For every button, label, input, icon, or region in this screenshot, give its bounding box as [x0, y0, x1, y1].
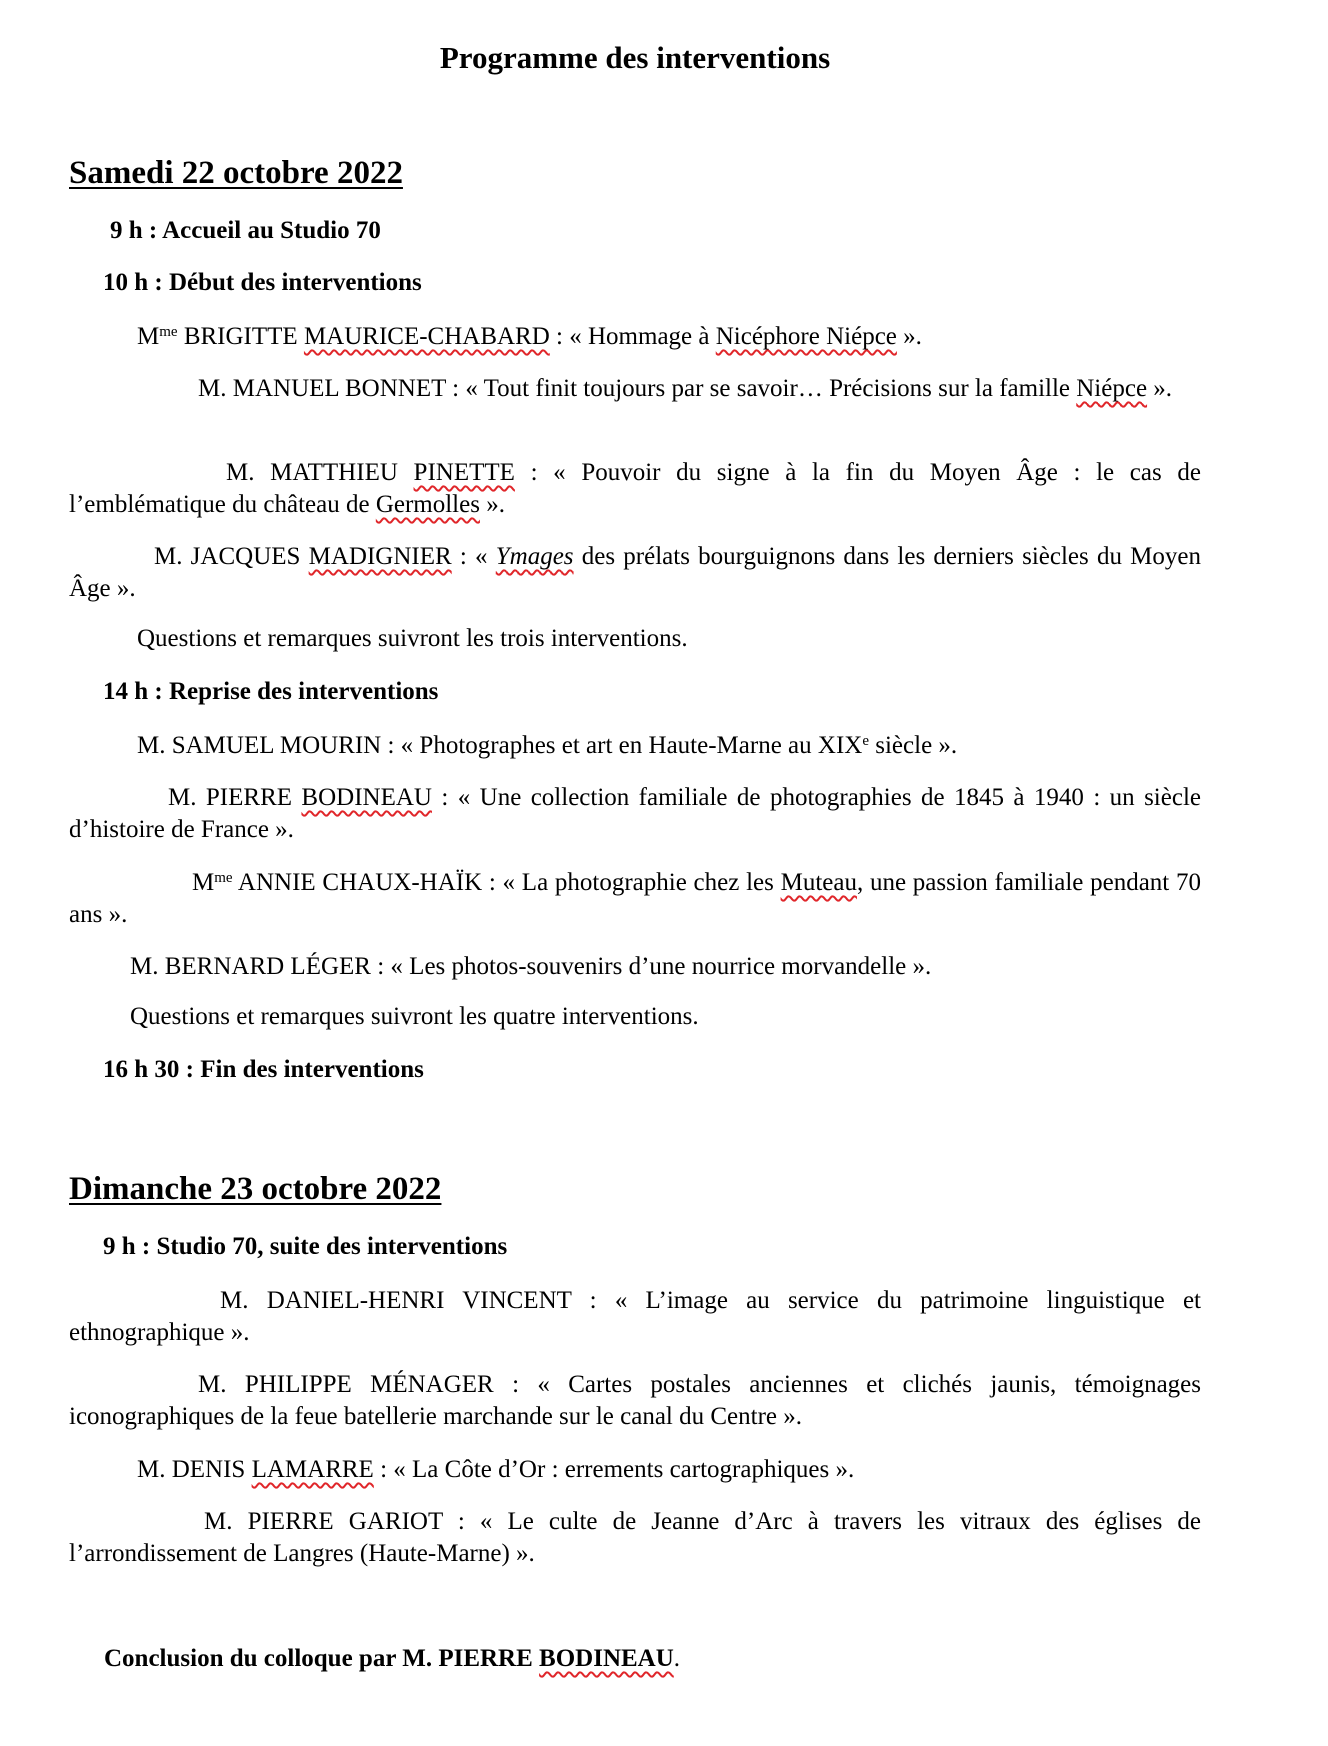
talk-entry: M. DANIEL-HENRI VINCENT : « L’image au service du patrimoine linguistique et ethnographique ».: [69, 1287, 1201, 1346]
talk-entry: M. JACQUES MADIGNIER : « Ymages des prélats bourguignons dans les derniers siècles du Moyen Âge ».: [69, 543, 1201, 602]
page-title: Programme des interventions: [439, 40, 831, 75]
schedule-line: 16 h 30 : Fin des interventions: [103, 1056, 424, 1083]
schedule-line: 9 h : Accueil au Studio 70: [110, 217, 381, 244]
day-heading-sunday: Dimanche 23 octobre 2022: [69, 1171, 442, 1207]
discussion-note: Questions et remarques suivront les trois interventions.: [137, 625, 688, 652]
talk-entry: $M^{me}$ BRIGITTE MAURICE-CHABARD : « Hommage à Nicéphore Niépce ».: [137, 323, 922, 350]
talk-entry: M. BERNARD LÉGER : « Les photos-souvenirs d’une nourrice morvandelle ».: [130, 953, 932, 980]
discussion-note: Questions et remarques suivront les quatre interventions.: [130, 1003, 699, 1030]
day-heading-saturday: Samedi 22 octobre 2022: [69, 155, 403, 191]
schedule-line: 14 h : Reprise des interventions: [103, 678, 439, 705]
schedule-line: 10 h : Début des interventions: [103, 269, 422, 296]
talk-entry: M. MATTHIEU PINETTE : « Pouvoir du signe à la fin du Moyen Âge : le cas de l’emblématique du château de Germolles ».: [69, 459, 1201, 518]
talk-entry: M. SAMUEL MOURIN : « Photographes et art en Haute-Marne au XIXe siècle ».: [137, 732, 958, 759]
schedule-line: 9 h : Studio 70, suite des interventions: [103, 1233, 508, 1260]
talk-entry: M. PHILIPPE MÉNAGER : « Cartes postales anciennes et clichés jaunis, témoignages iconographiques de la feue batellerie marchande sur le canal du Centre ».: [69, 1371, 1201, 1430]
talk-entry: M. PIERRE GARIOT : « Le culte de Jeanne d’Arc à travers les vitraux des églises de l’arrondissement de Langres (Haute-Marne) ».: [69, 1508, 1201, 1567]
talk-entry: M. MANUEL BONNET : « Tout finit toujours par se savoir… Précisions sur la famille Niépce ».: [198, 375, 1173, 402]
talk-entry: M. DENIS LAMARRE : « La Côte d’Or : errements cartographiques ».: [137, 1456, 855, 1483]
talk-entry: M. PIERRE BODINEAU : « Une collection familiale de photographies de 1845 à 1940 : un siècle d’histoire de France ».: [69, 784, 1201, 843]
conclusion-line: Conclusion du colloque par M. PIERRE BODINEAU.: [104, 1645, 681, 1672]
talk-entry: $M^{me}$ ANNIE CHAUX-HAÏK : « La photographie chez les Muteau, une passion familiale pendant 70 ans ».: [69, 869, 1201, 928]
